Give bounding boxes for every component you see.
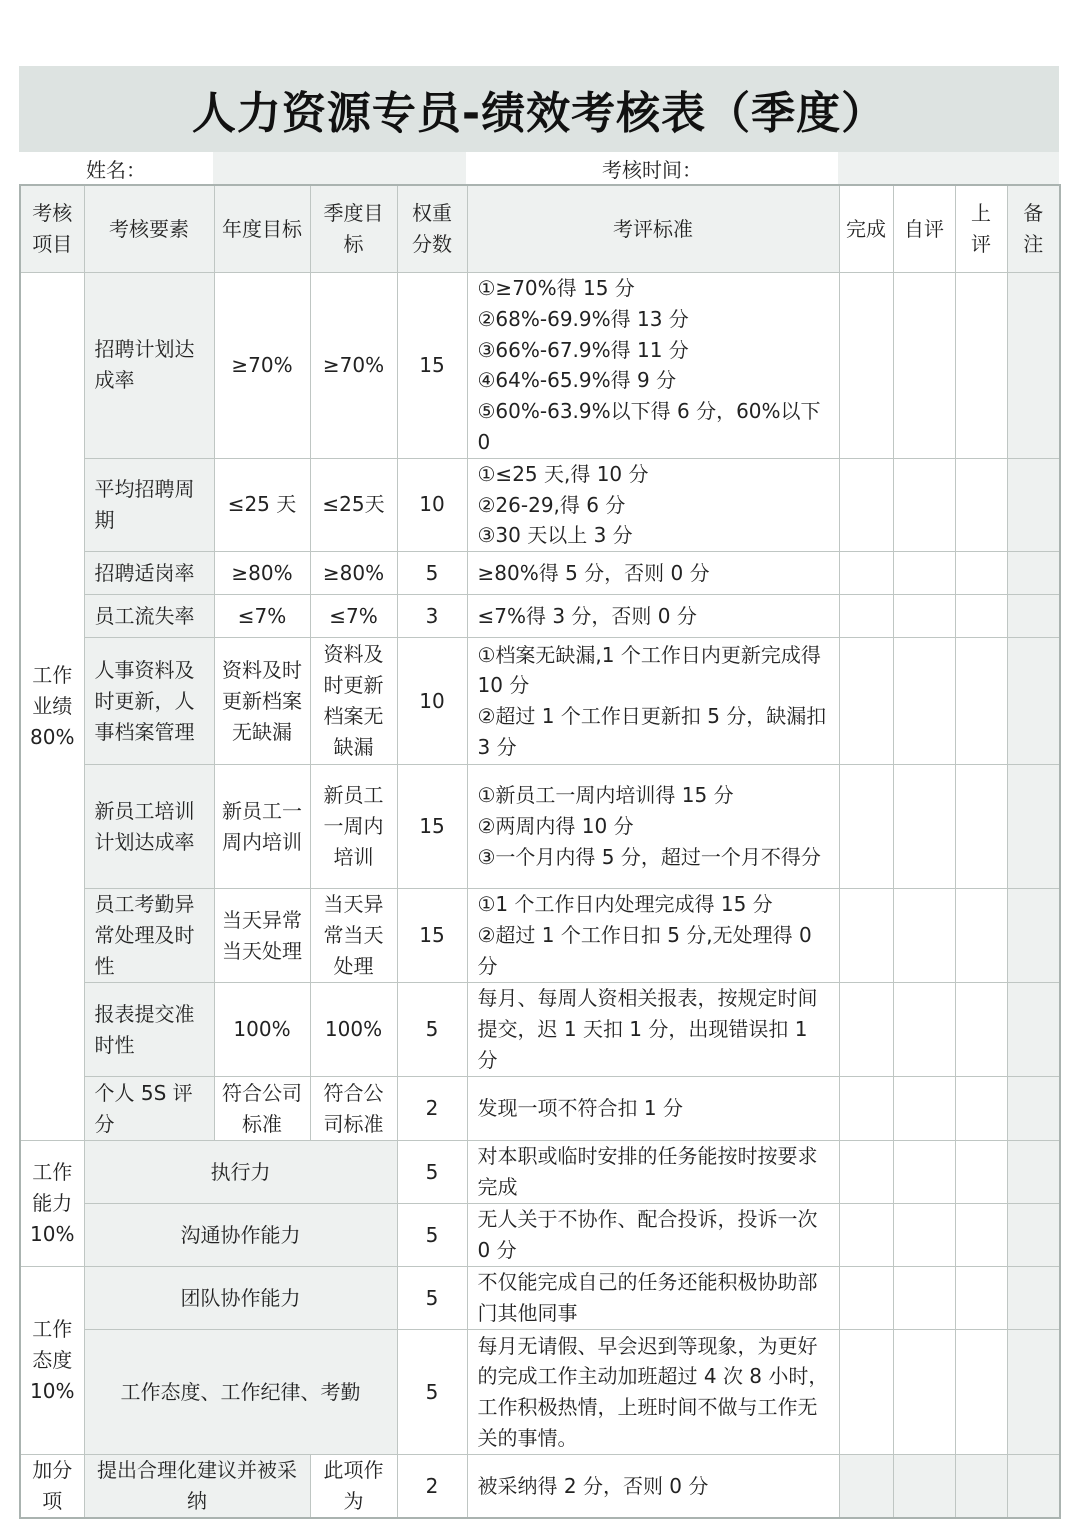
annual-cell: ≤25 天 bbox=[214, 458, 310, 551]
sup-score-cell[interactable] bbox=[955, 1141, 1007, 1204]
quarter-cell: ≥80% bbox=[310, 552, 397, 595]
criteria-cell: 每月无请假、早会迟到等现象，为更好的完成工作主动加班超过 4 次 8 小时，工作积极热情，上班时间不做与工作无关的事情。 bbox=[467, 1330, 839, 1455]
note-cell[interactable] bbox=[1007, 595, 1060, 638]
done-cell[interactable] bbox=[839, 458, 893, 551]
quarter-cell: 新员工一周内培训 bbox=[310, 765, 397, 889]
done-cell[interactable] bbox=[839, 983, 893, 1077]
note-cell[interactable] bbox=[1007, 638, 1060, 765]
table-row bbox=[20, 552, 1060, 595]
done-cell[interactable] bbox=[839, 595, 893, 638]
note-cell[interactable] bbox=[1007, 983, 1060, 1077]
done-cell[interactable] bbox=[839, 1141, 893, 1204]
annual-cell: ≤7% bbox=[214, 595, 310, 638]
sup-score-cell[interactable] bbox=[955, 1330, 1007, 1455]
self-score-cell[interactable] bbox=[893, 889, 955, 983]
header-note: 备注 bbox=[1007, 185, 1060, 273]
criteria-cell: 发现一项不符合扣 1 分 bbox=[467, 1077, 839, 1141]
quarter-cell: 资料及时更新档案无缺漏 bbox=[310, 638, 397, 765]
time-field[interactable] bbox=[838, 152, 1059, 184]
note-cell[interactable] bbox=[1007, 1204, 1060, 1267]
table-row bbox=[20, 273, 1060, 459]
group-work-performance: 工作业绩80% bbox=[20, 273, 84, 1141]
note-cell[interactable] bbox=[1007, 1141, 1060, 1204]
sup-score-cell[interactable] bbox=[955, 1204, 1007, 1267]
table-row bbox=[20, 595, 1060, 638]
weight-cell: 5 bbox=[397, 1141, 467, 1204]
quarter-cell: ≥70% bbox=[310, 273, 397, 459]
criteria-cell: 被采纳得 2 分，否则 0 分 bbox=[467, 1455, 839, 1519]
criteria-cell: ①1 个工作日内处理完成得 15 分 ②超过 1 个工作日扣 5 分,无处理得 0 分 bbox=[467, 889, 839, 983]
table-row bbox=[20, 1267, 1060, 1330]
criteria-cell: 对本职或临时安排的任务能按时按要求完成 bbox=[467, 1141, 839, 1204]
sup-score-cell[interactable] bbox=[955, 273, 1007, 459]
note-cell[interactable] bbox=[1007, 1330, 1060, 1455]
header-annual: 年度目标 bbox=[214, 185, 310, 273]
weight-cell: 15 bbox=[397, 765, 467, 889]
group-bonus: 加分项 bbox=[20, 1455, 84, 1519]
weight-cell: 5 bbox=[397, 1204, 467, 1267]
factor-cell: 员工流失率 bbox=[84, 595, 214, 638]
header-self: 自评 bbox=[893, 185, 955, 273]
self-score-cell[interactable] bbox=[893, 1267, 955, 1330]
criteria-cell: ≤7%得 3 分，否则 0 分 bbox=[467, 595, 839, 638]
self-score-cell[interactable] bbox=[893, 1141, 955, 1204]
self-score-cell[interactable] bbox=[893, 595, 955, 638]
done-cell[interactable] bbox=[839, 1077, 893, 1141]
table-row bbox=[20, 1330, 1060, 1455]
factor-cell: 新员工培训计划达成率 bbox=[84, 765, 214, 889]
criteria-cell: ①新员工一周内培训得 15 分 ②两周内得 10 分 ③一个月内得 5 分，超过一个月不得分 bbox=[467, 765, 839, 889]
quarter-cell: 100% bbox=[310, 983, 397, 1077]
table-row bbox=[20, 1141, 1060, 1204]
table-row bbox=[20, 889, 1060, 983]
self-score-cell[interactable] bbox=[893, 1455, 955, 1519]
time-label: 考核时间： bbox=[602, 157, 702, 182]
note-cell[interactable] bbox=[1007, 1077, 1060, 1141]
annual-cell: 当天异常当天处理 bbox=[214, 889, 310, 983]
table-row bbox=[20, 983, 1060, 1077]
factor-cell: 平均招聘周期 bbox=[84, 458, 214, 551]
quarter-cell: ≤7% bbox=[310, 595, 397, 638]
done-cell[interactable] bbox=[839, 765, 893, 889]
factor-cell: 人事资料及时更新，人事档案管理 bbox=[84, 638, 214, 765]
note-cell[interactable] bbox=[1007, 273, 1060, 459]
sup-score-cell[interactable] bbox=[955, 458, 1007, 551]
note-cell[interactable] bbox=[1007, 889, 1060, 983]
weight-cell: 15 bbox=[397, 273, 467, 459]
appraisal-table bbox=[19, 184, 1061, 1519]
info-row bbox=[19, 152, 1059, 184]
header-row bbox=[20, 185, 1060, 273]
factor-cell: 提出合理化建议并被采纳 bbox=[84, 1455, 310, 1519]
weight-cell: 10 bbox=[397, 458, 467, 551]
header-item: 考核项目 bbox=[20, 185, 84, 273]
table-row bbox=[20, 638, 1060, 765]
criteria-cell: ①≥70%得 15 分 ②68%-69.9%得 13 分 ③66%-67.9%得 11 分 ④64%-65.9%得 9 分 ⑤60%-63.9%以下得 6 分，60%以下 0 bbox=[467, 273, 839, 459]
sup-score-cell[interactable] bbox=[955, 765, 1007, 889]
note-cell[interactable] bbox=[1007, 458, 1060, 551]
appraisal-sheet bbox=[19, 66, 1059, 1519]
factor-cell: 员工考勤异常处理及时性 bbox=[84, 889, 214, 983]
annual-cell: 资料及时更新档案无缺漏 bbox=[214, 638, 310, 765]
note-cell[interactable] bbox=[1007, 552, 1060, 595]
sup-score-cell[interactable] bbox=[955, 1267, 1007, 1330]
criteria-cell: ≥80%得 5 分，否则 0 分 bbox=[467, 552, 839, 595]
done-cell[interactable] bbox=[839, 638, 893, 765]
table-row bbox=[20, 458, 1060, 551]
sup-score-cell[interactable] bbox=[955, 595, 1007, 638]
quarter-cell: 此项作为 bbox=[310, 1455, 397, 1519]
done-cell[interactable] bbox=[839, 1455, 893, 1519]
self-score-cell[interactable] bbox=[893, 458, 955, 551]
factor-cell: 团队协作能力 bbox=[84, 1267, 397, 1330]
weight-cell: 3 bbox=[397, 595, 467, 638]
table-row bbox=[20, 1077, 1060, 1141]
weight-cell: 5 bbox=[397, 552, 467, 595]
annual-cell: ≥70% bbox=[214, 273, 310, 459]
quarter-cell: ≤25天 bbox=[310, 458, 397, 551]
done-cell[interactable] bbox=[839, 552, 893, 595]
group-work-attitude: 工作态度10% bbox=[20, 1267, 84, 1455]
header-criteria: 考评标准 bbox=[467, 185, 839, 273]
self-score-cell[interactable] bbox=[893, 1204, 955, 1267]
weight-cell: 5 bbox=[397, 983, 467, 1077]
self-score-cell[interactable] bbox=[893, 1330, 955, 1455]
annual-cell: 100% bbox=[214, 983, 310, 1077]
criteria-cell: 无人关于不协作、配合投诉，投诉一次 0 分 bbox=[467, 1204, 839, 1267]
self-score-cell[interactable] bbox=[893, 765, 955, 889]
note-cell[interactable] bbox=[1007, 1267, 1060, 1330]
factor-cell: 报表提交准时性 bbox=[84, 983, 214, 1077]
table-row bbox=[20, 1204, 1060, 1267]
weight-cell: 15 bbox=[397, 889, 467, 983]
done-cell[interactable] bbox=[839, 889, 893, 983]
factor-cell: 工作态度、工作纪律、考勤 bbox=[84, 1330, 397, 1455]
header-factor: 考核要素 bbox=[84, 185, 214, 273]
quarter-cell: 当天异常当天处理 bbox=[310, 889, 397, 983]
weight-cell: 10 bbox=[397, 638, 467, 765]
done-cell[interactable] bbox=[839, 1204, 893, 1267]
criteria-cell: ①≤25 天,得 10 分 ②26-29,得 6 分 ③30 天以上 3 分 bbox=[467, 458, 839, 551]
note-cell[interactable] bbox=[1007, 765, 1060, 889]
weight-cell: 2 bbox=[397, 1455, 467, 1519]
self-score-cell[interactable] bbox=[893, 983, 955, 1077]
header-quarter: 季度目标 bbox=[310, 185, 397, 273]
annual-cell: 新员工一周内培训 bbox=[214, 765, 310, 889]
page-title: 人力资源专员-绩效考核表（季度） bbox=[19, 66, 1059, 152]
table-row bbox=[20, 1455, 1060, 1519]
factor-cell: 个人 5S 评分 bbox=[84, 1077, 214, 1141]
weight-cell: 2 bbox=[397, 1077, 467, 1141]
annual-cell: 符合公司标准 bbox=[214, 1077, 310, 1141]
header-done: 完成 bbox=[839, 185, 893, 273]
factor-cell: 招聘适岗率 bbox=[84, 552, 214, 595]
annual-cell: ≥80% bbox=[214, 552, 310, 595]
done-cell[interactable] bbox=[839, 1330, 893, 1455]
header-weight: 权重分数 bbox=[397, 185, 467, 273]
self-score-cell[interactable] bbox=[893, 1077, 955, 1141]
weight-cell: 5 bbox=[397, 1330, 467, 1455]
self-score-cell[interactable] bbox=[893, 638, 955, 765]
weight-cell: 5 bbox=[397, 1267, 467, 1330]
self-score-cell[interactable] bbox=[893, 552, 955, 595]
note-cell[interactable] bbox=[1007, 1455, 1060, 1519]
self-score-cell[interactable] bbox=[893, 273, 955, 459]
criteria-cell: ①档案无缺漏,1 个工作日内更新完成得 10 分 ②超过 1 个工作日更新扣 5 分，缺漏扣 3 分 bbox=[467, 638, 839, 765]
sup-score-cell[interactable] bbox=[955, 889, 1007, 983]
done-cell[interactable] bbox=[839, 273, 893, 459]
factor-cell: 沟通协作能力 bbox=[84, 1204, 397, 1267]
factor-cell: 执行力 bbox=[84, 1141, 397, 1204]
criteria-cell: 不仅能完成自己的任务还能积极协助部门其他同事 bbox=[467, 1267, 839, 1330]
sup-score-cell[interactable] bbox=[955, 1455, 1007, 1519]
factor-cell: 招聘计划达成率 bbox=[84, 273, 214, 459]
done-cell[interactable] bbox=[839, 1267, 893, 1330]
sup-score-cell[interactable] bbox=[955, 983, 1007, 1077]
name-label: 姓名： bbox=[86, 157, 146, 182]
name-field[interactable] bbox=[213, 152, 466, 184]
sup-score-cell[interactable] bbox=[955, 1077, 1007, 1141]
sup-score-cell[interactable] bbox=[955, 638, 1007, 765]
sup-score-cell[interactable] bbox=[955, 552, 1007, 595]
quarter-cell: 符合公司标准 bbox=[310, 1077, 397, 1141]
table-row bbox=[20, 765, 1060, 889]
group-work-ability: 工作能力10% bbox=[20, 1141, 84, 1267]
header-sup: 上评 bbox=[955, 185, 1007, 273]
criteria-cell: 每月、每周人资相关报表，按规定时间提交，迟 1 天扣 1 分，出现错误扣 1 分 bbox=[467, 983, 839, 1077]
